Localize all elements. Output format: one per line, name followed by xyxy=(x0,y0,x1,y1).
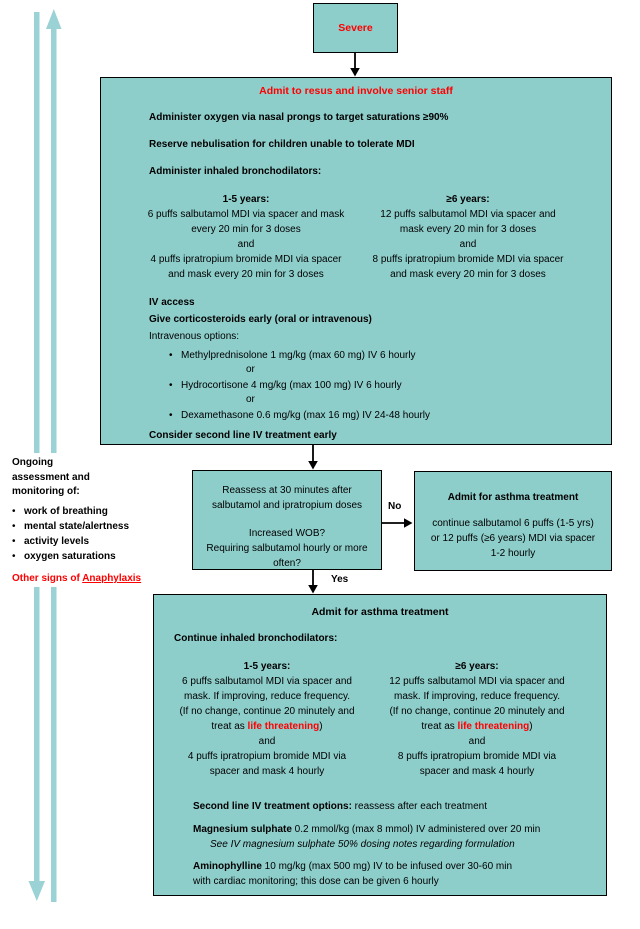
admit-short-line: 1-2 hourly xyxy=(490,548,536,559)
resus-column-6plus-years xyxy=(348,192,588,282)
anaphylaxis-note xyxy=(12,573,187,584)
monitoring-item xyxy=(12,534,187,549)
treat-as-line xyxy=(156,719,378,734)
admit-main-title: Admit for asthma treatment xyxy=(311,606,449,618)
dose-line: (If no change, continue 20 minutely and xyxy=(179,706,355,717)
down-arrowhead-icon xyxy=(29,881,46,901)
dose-line: 6 puffs salbutamol MDI via spacer and xyxy=(182,676,352,687)
arrowhead-yes-branch-icon xyxy=(308,585,318,594)
dose-line: mask. If improving, reduce frequency. xyxy=(394,691,560,702)
bullet-marker: • xyxy=(169,380,173,391)
dose-line: 6 puffs salbutamol MDI via spacer and mask xyxy=(147,209,345,220)
bullet-marker: • xyxy=(12,551,16,563)
no-branch-label: No xyxy=(388,501,402,512)
treat-as-prefix: treat as xyxy=(211,721,248,732)
magnesium-drug-name: Magnesium sulphate xyxy=(193,824,292,835)
monitoring-item-text: mental state/alertness xyxy=(24,521,130,533)
admit-short-title: Admit for asthma treatment xyxy=(447,492,579,503)
ongoing-up-arrow-top-segment xyxy=(51,27,57,453)
ongoing-down-arrow-top-segment xyxy=(34,12,40,453)
dose-line: and mask every 20 min for 3 doses xyxy=(390,269,546,280)
life-threatening-alert: life threatening xyxy=(247,721,320,732)
admit-column-6plus-years xyxy=(366,659,588,779)
aminophylline-line-2: with cardiac monitoring; this dose can be given 6 hourly xyxy=(193,876,439,887)
iv-option-text: Methylprednisolone 1 mg/kg (max 60 mg) IV 6 hourly xyxy=(181,350,416,361)
reassess-question: Increased WOB? xyxy=(248,528,326,539)
monitoring-note xyxy=(12,456,187,584)
age-group-heading: ≥6 years: xyxy=(446,194,490,205)
second-line-options-bold: Second line IV treatment options: xyxy=(193,801,352,812)
iv-options-intro: Intravenous options: xyxy=(149,331,240,342)
reassess-question: Requiring salbutamol hourly or more xyxy=(206,543,368,554)
bullet-marker: • xyxy=(169,410,173,421)
dose-line: 4 puffs ipratropium bromide MDI via xyxy=(187,751,347,762)
or-separator: or xyxy=(246,394,255,405)
continue-bronchodilators-heading: Continue inhaled bronchodilators: xyxy=(174,633,338,644)
reassess-line: Reassess at 30 minutes after xyxy=(222,485,352,496)
bullet-marker: • xyxy=(169,350,173,361)
resus-title: Admit to resus and involve senior staff xyxy=(259,85,453,97)
dose-line: (If no change, continue 20 minutely and xyxy=(389,706,565,717)
dose-line: 8 puffs ipratropium bromide MDI via spacer xyxy=(372,254,564,265)
nebulisation-instruction: Reserve nebulisation for children unable to tolerate MDI xyxy=(149,139,415,150)
admit-short-line: continue salbutamol 6 puffs (1-5 yrs) xyxy=(432,518,594,529)
treat-as-prefix: treat as xyxy=(421,721,458,732)
magnesium-dose: 0.2 mmol/kg (max 8 mmol) IV administered over 20 min xyxy=(291,824,541,835)
and-separator: and xyxy=(468,736,486,747)
arrowhead-resus-to-reassess-icon xyxy=(308,461,318,470)
anaphylaxis-link[interactable]: Anaphylaxis xyxy=(82,573,142,585)
age-group-heading: ≥6 years: xyxy=(455,661,499,672)
treat-as-line xyxy=(366,719,588,734)
monitoring-item-text: oxygen saturations xyxy=(24,551,116,563)
anaphylaxis-prefix: Other signs of xyxy=(12,573,83,585)
dose-line: and mask every 20 min for 3 doses xyxy=(168,269,324,280)
reassess-line: salbutamol and ipratropium doses xyxy=(211,500,363,511)
magnesium-line xyxy=(193,823,540,837)
yes-branch-label: Yes xyxy=(331,574,349,585)
monitoring-item xyxy=(12,504,187,519)
dose-line: spacer and mask 4 hourly xyxy=(209,766,325,777)
up-arrowhead-icon xyxy=(46,9,62,29)
or-separator: or xyxy=(246,364,255,375)
and-separator: and xyxy=(459,239,477,250)
corticosteroids-heading: Give corticosteroids early (oral or intravenous) xyxy=(149,314,372,325)
admit-no-branch-node xyxy=(414,471,612,571)
age-group-heading: 1-5 years: xyxy=(243,661,291,672)
life-threatening-alert: life threatening xyxy=(457,721,530,732)
and-separator: and xyxy=(258,736,276,747)
ongoing-down-arrow-bottom-segment xyxy=(34,587,40,882)
age-group-heading: 1-5 years: xyxy=(222,194,270,205)
iv-option-text: Hydrocortisone 4 mg/kg (max 100 mg) IV 6 hourly xyxy=(181,380,402,391)
dose-line: mask every 20 min for 3 doses xyxy=(399,224,537,235)
second-line-options-heading xyxy=(193,800,487,814)
and-separator: and xyxy=(237,239,255,250)
oxygen-instruction: Administer oxygen via nasal prongs to target saturations ≥90% xyxy=(149,112,449,123)
magnesium-formulation-note: See IV magnesium sulphate 50% dosing notes regarding formulation xyxy=(210,839,515,850)
dose-line: spacer and mask 4 hourly xyxy=(419,766,535,777)
arrowhead-no-branch-icon xyxy=(404,518,413,528)
dose-line: mask. If improving, reduce frequency. xyxy=(184,691,350,702)
severe-label: Severe xyxy=(338,22,373,34)
monitoring-heading: Ongoing assessment and monitoring of: xyxy=(12,457,90,498)
monitoring-item-text: activity levels xyxy=(24,536,90,548)
bullet-marker: • xyxy=(12,506,16,518)
bullet-marker: • xyxy=(12,521,16,533)
iv-option-text: Dexamethasone 0.6 mg/kg (max 16 mg) IV 24-48 hourly xyxy=(181,410,431,421)
dose-line: 4 puffs ipratropium bromide MDI via spacer xyxy=(150,254,342,265)
dose-line: 12 puffs salbutamol MDI via spacer and xyxy=(380,209,556,220)
second-line-options-rest: reassess after each treatment xyxy=(351,801,487,812)
dose-line: 12 puffs salbutamol MDI via spacer and xyxy=(389,676,565,687)
aminophylline-line xyxy=(193,860,512,874)
consider-second-line-note: Consider second line IV treatment early xyxy=(149,430,337,441)
aminophylline-drug-name: Aminophylline xyxy=(193,861,262,872)
reassess-node xyxy=(192,470,382,570)
treat-as-suffix: ) xyxy=(319,721,323,732)
monitoring-item-text: work of breathing xyxy=(24,506,108,518)
treat-as-suffix: ) xyxy=(529,721,533,732)
iv-option-item xyxy=(169,378,402,393)
iv-option-item xyxy=(169,348,416,363)
bronchodilators-heading: Administer inhaled bronchodilators: xyxy=(149,166,322,177)
iv-option-item xyxy=(169,408,430,423)
admit-column-1-5-years xyxy=(156,659,378,779)
reassess-question: often? xyxy=(273,558,301,569)
aminophylline-dose: 10 mg/kg (max 500 mg) IV to be infused over 30-60 min xyxy=(261,861,513,872)
resus-node xyxy=(100,77,612,445)
resus-column-1-5-years xyxy=(126,192,366,282)
monitoring-item xyxy=(12,519,187,534)
admit-short-line: or 12 puffs (≥6 years) MDI via spacer xyxy=(430,533,596,544)
iv-access-heading: IV access xyxy=(149,297,195,308)
dose-line: 8 puffs ipratropium bromide MDI via xyxy=(397,751,557,762)
bullet-marker: • xyxy=(12,536,16,548)
ongoing-up-arrow-bottom-segment xyxy=(51,587,57,902)
monitoring-item xyxy=(12,549,187,564)
severe-node xyxy=(313,3,398,53)
admit-main-node xyxy=(153,594,607,896)
arrowhead-severe-to-resus-icon xyxy=(350,68,360,77)
dose-line: every 20 min for 3 doses xyxy=(191,224,301,235)
